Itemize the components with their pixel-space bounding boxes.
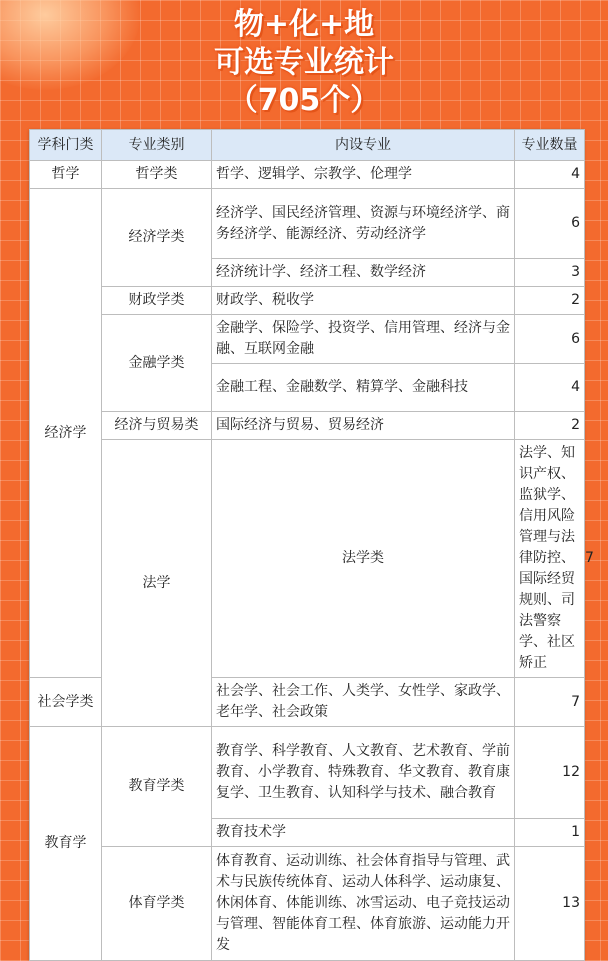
majors-table (29, 129, 594, 961)
count-cell: 12 (515, 727, 585, 819)
type-cell: 体育学类 (102, 847, 212, 961)
count-cell: 4 (515, 161, 585, 189)
majors-cell: 金融学、保险学、投资学、信用管理、经济与金融、互联网金融 (212, 315, 515, 364)
count-cell: 6 (515, 315, 585, 364)
category-cell: 哲学 (30, 161, 102, 189)
majors-cell: 国际经济与贸易、贸易经济 (212, 412, 515, 440)
title-line-3: （705个） (227, 83, 381, 118)
title-line-1: 物+化+地 (233, 7, 375, 42)
type-cell: 教育学类 (102, 727, 212, 847)
count-cell: 7 (515, 678, 585, 727)
count-cell: 2 (515, 412, 585, 440)
table-row (30, 287, 585, 315)
page-title (0, 6, 608, 120)
table-row (30, 189, 585, 259)
majors-cell: 法学、知识产权、监狱学、信用风险管理与法律防控、国际经贸规则、司法警察学、社区矫正 (515, 440, 585, 678)
type-cell: 经济与贸易类 (102, 412, 212, 440)
majors-cell: 哲学、逻辑学、宗教学、伦理学 (212, 161, 515, 189)
majors-cell: 社会学、社会工作、人类学、女性学、家政学、老年学、社会政策 (212, 678, 515, 727)
title-line-2: 可选专业统计 (214, 45, 394, 80)
count-cell: 1 (515, 819, 585, 847)
majors-cell: 经济学、国民经济管理、资源与环境经济学、商务经济学、能源经济、劳动经济学 (212, 189, 515, 259)
type-cell: 社会学类 (30, 678, 102, 727)
header-major-type: 专业类别 (102, 130, 212, 161)
majors-cell: 教育学、科学教育、人文教育、艺术教育、学前教育、小学教育、特殊教育、华文教育、教育康复学、卫生教育、认知科学与技术、融合教育 (212, 727, 515, 819)
table-row (30, 412, 585, 440)
table-row (30, 315, 585, 364)
type-cell: 金融学类 (102, 315, 212, 412)
table-row (30, 847, 585, 961)
table-row (30, 161, 585, 189)
table-header-row (30, 130, 585, 161)
majors-cell: 金融工程、金融数学、精算学、金融科技 (212, 364, 515, 412)
category-cell: 法学 (102, 440, 212, 727)
header-discipline: 学科门类 (30, 130, 102, 161)
table-row (30, 727, 585, 819)
count-cell: 6 (515, 189, 585, 259)
type-cell: 法学类 (212, 440, 515, 678)
majors-table-card (29, 129, 594, 961)
count-cell: 2 (515, 287, 585, 315)
majors-cell: 教育技术学 (212, 819, 515, 847)
header-count: 专业数量 (515, 130, 585, 161)
majors-cell: 财政学、税收学 (212, 287, 515, 315)
majors-cell: 体育教育、运动训练、社会体育指导与管理、武术与民族传统体育、运动人体科学、运动康复、休闲体育、体能训练、冰雪运动、电子竞技运动与管理、智能体育工程、体育旅游、运动能力开发 (212, 847, 515, 961)
count-cell: 13 (515, 847, 585, 961)
category-cell: 经济学 (30, 189, 102, 678)
table-row: 法学 法学类 法学、知识产权、监狱学、信用风险管理与法律防控、国际经贸规则、司法警察学、社区矫正 7 (30, 440, 585, 678)
type-cell: 财政学类 (102, 287, 212, 315)
type-cell: 哲学类 (102, 161, 212, 189)
count-cell: 4 (515, 364, 585, 412)
count-cell: 3 (515, 259, 585, 287)
header-majors: 内设专业 (212, 130, 515, 161)
type-cell: 经济学类 (102, 189, 212, 287)
majors-cell: 经济统计学、经济工程、数学经济 (212, 259, 515, 287)
category-cell: 教育学 (30, 727, 102, 961)
